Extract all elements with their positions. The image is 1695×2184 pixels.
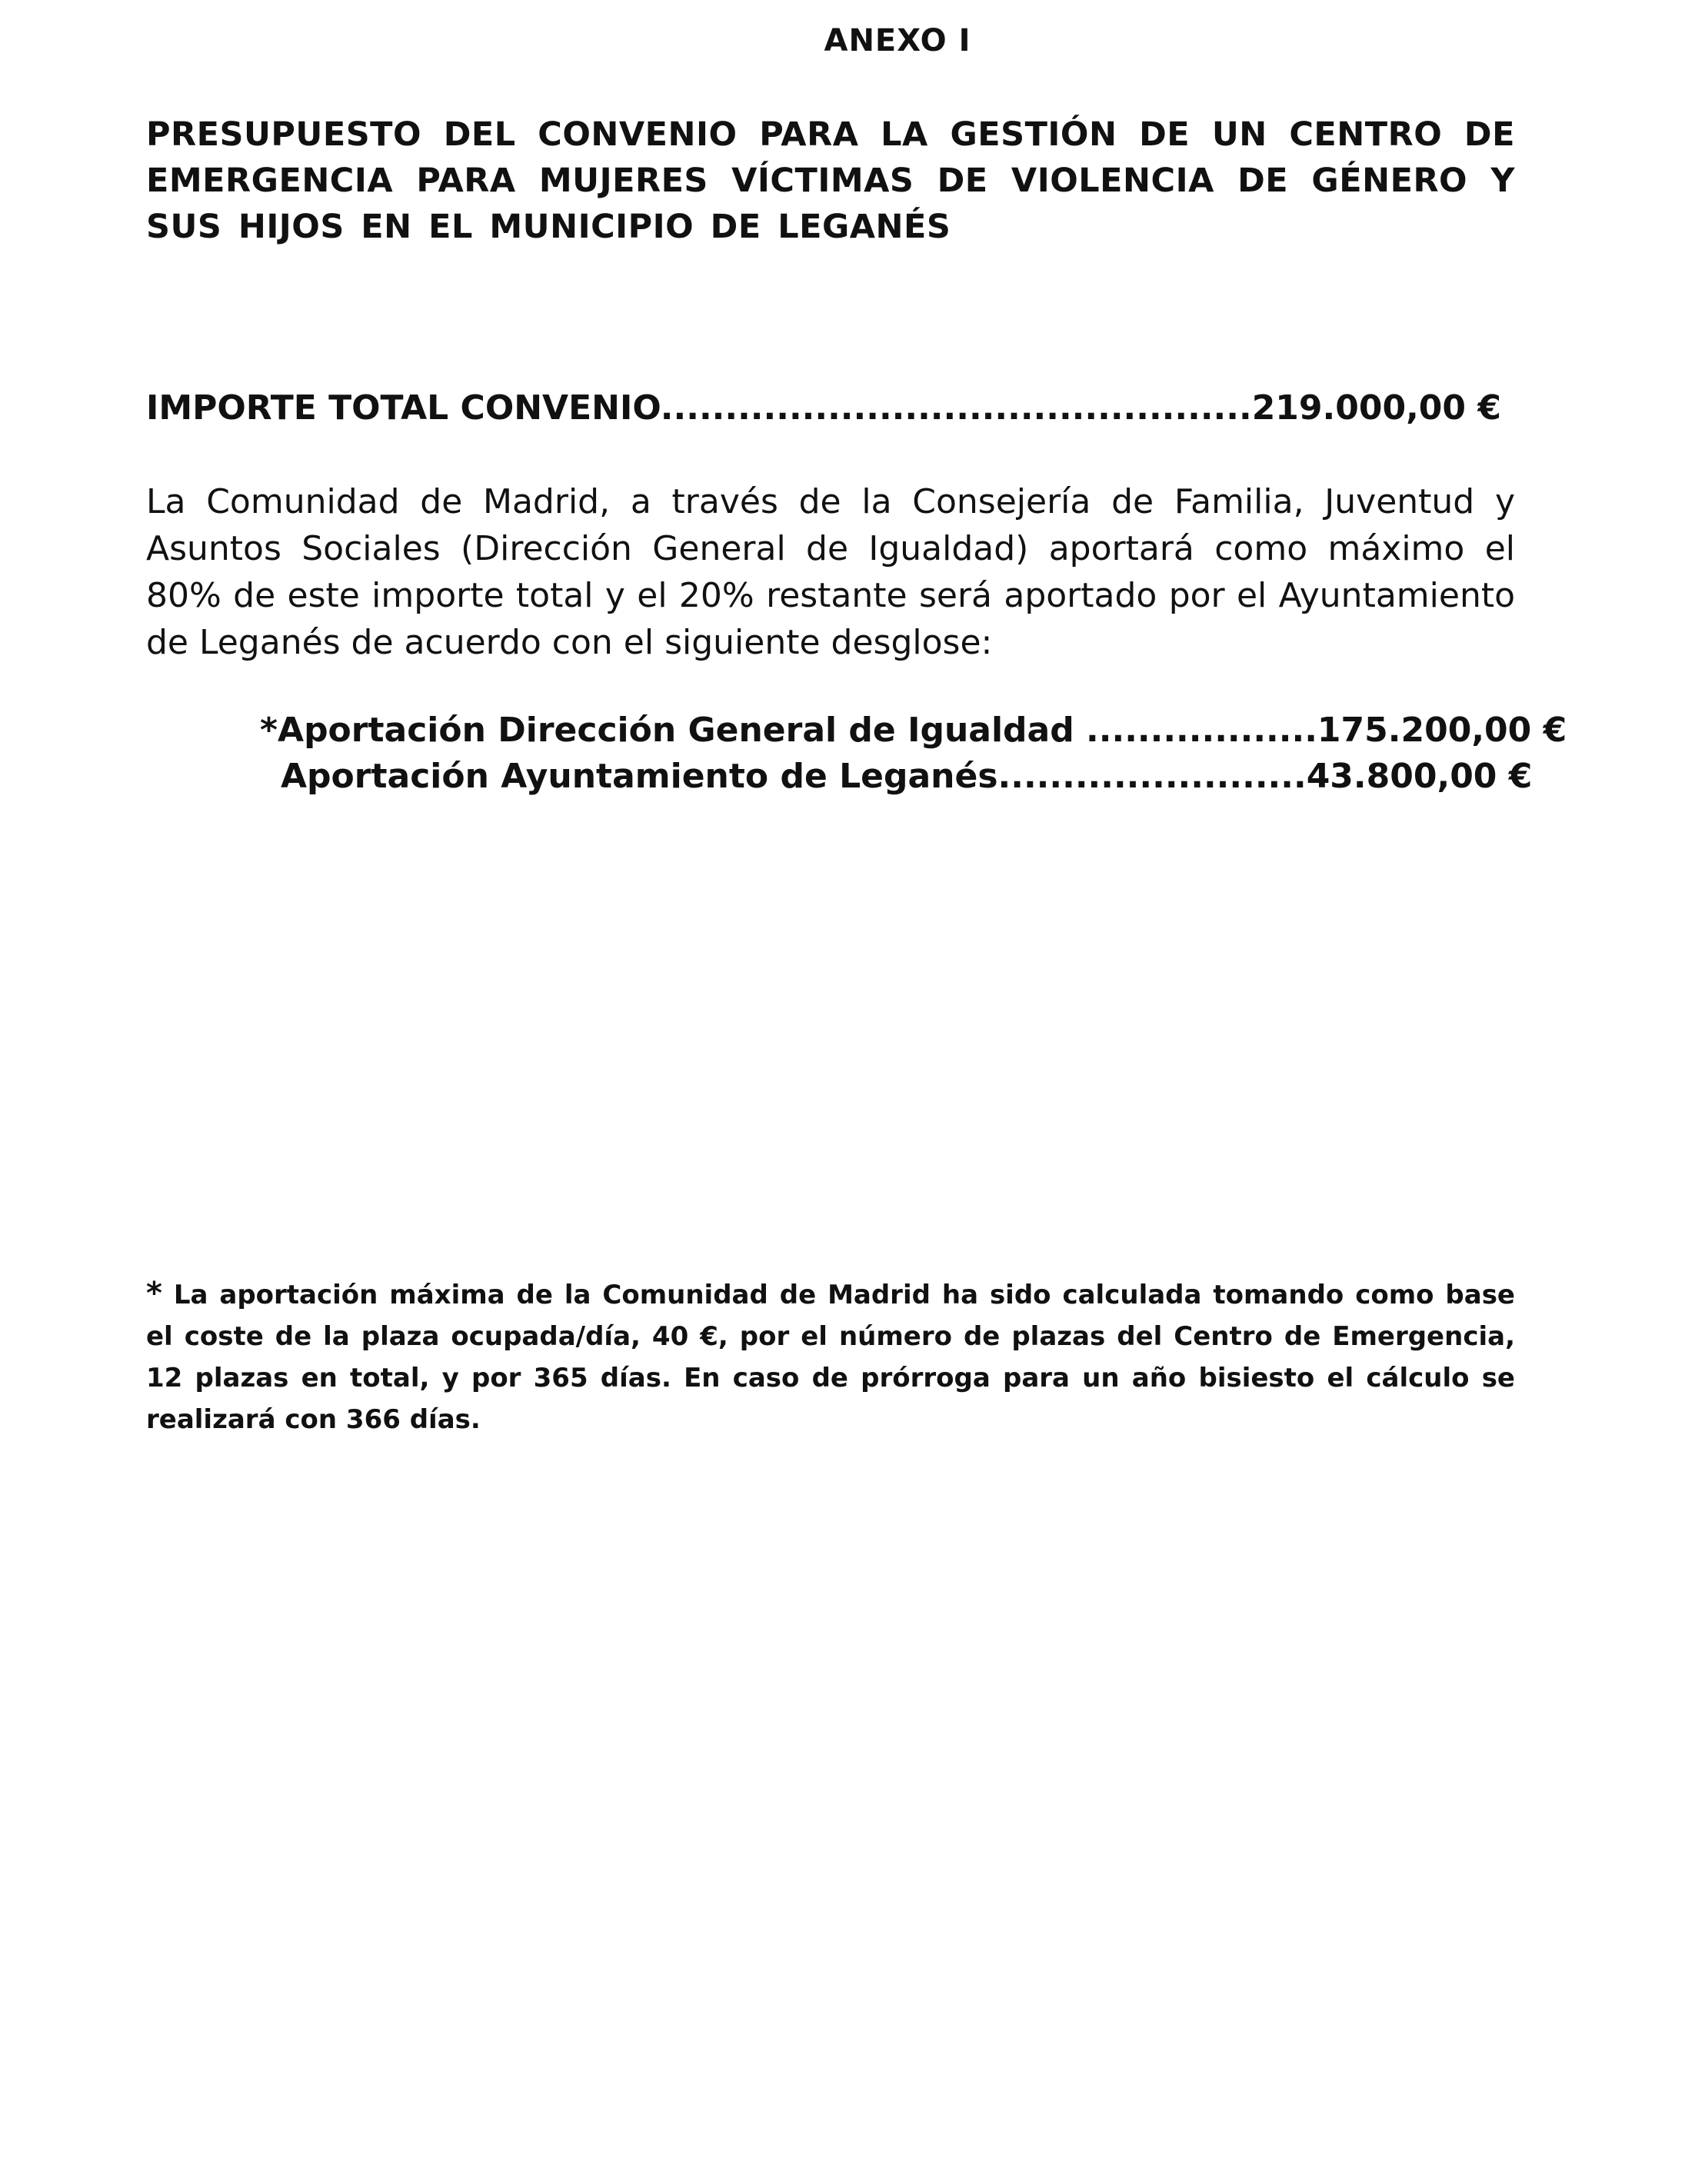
breakdown-leader: ........................ (997, 757, 1307, 796)
breakdown-row (260, 754, 1567, 800)
footnote-text: La aportación máxima de la Comunidad de Madrid ha sido calculada tomando como base el coste de la plaza ocupada/día, 40 €, por el número de plazas del Centro de Emergencia, 12 plazas en total, y por 365 días. En caso de prórroga para un año bisiesto el cálculo se realizará con 366 días. (146, 1280, 1515, 1435)
breakdown-row (260, 707, 1567, 754)
breakdown-amount: 43.800,00 € (1306, 757, 1533, 796)
body-paragraph: La Comunidad de Madrid, a través de la Consejería de Familia, Juventud y Asuntos Sociales (Dirección General de Igualdad) aportará como máximo el 80% de este importe total y el 20% restante será aportado por el Ayuntamiento de Leganés de acuerdo con el siguiente desglose: (146, 482, 1515, 662)
total-amount: 219.000,00 € (1251, 388, 1501, 428)
breakdown-amount: 175.200,00 € (1317, 711, 1567, 750)
total-amount-line (146, 388, 1515, 428)
contribution-breakdown (260, 707, 1567, 800)
document-heading: PRESUPUESTO DEL CONVENIO PARA LA GESTIÓN DE UN CENTRO DE EMERGENCIA PARA MUJERES VÍCTIMAS DE VIOLENCIA DE GÉNERO Y SUS HIJOS EN EL MUNICIPIO DE LEGANÉS (146, 115, 1515, 246)
total-label: IMPORTE TOTAL CONVENIO (146, 388, 661, 428)
total-leader: .............................................. (660, 388, 1252, 428)
breakdown-leader: .................. (1086, 711, 1317, 750)
breakdown-label: Aportación Ayuntamiento de Leganés (281, 757, 998, 796)
breakdown-label: *Aportación Dirección General de Igualdad (260, 711, 1087, 750)
footnote-marker: * (146, 1276, 162, 1311)
footnote (146, 1273, 1515, 1440)
annex-title: ANEXO I (824, 23, 971, 58)
